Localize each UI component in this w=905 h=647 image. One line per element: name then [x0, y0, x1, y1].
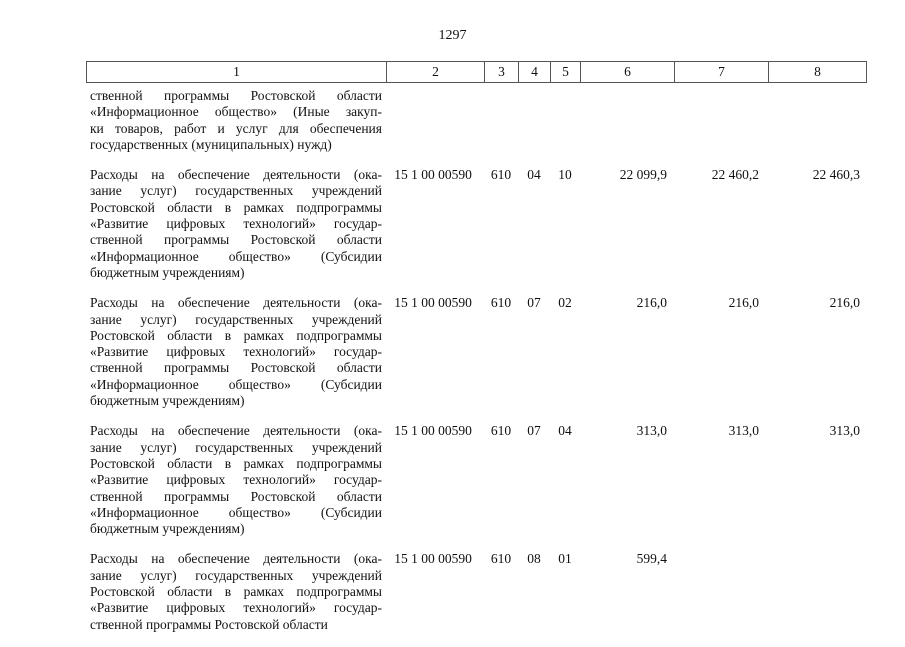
description-line: бюджетным учреждениям): [90, 264, 245, 280]
description-line: Ростовской области в рамках подпрограммы: [90, 199, 382, 215]
row-code: 15 1 00 00590: [394, 551, 472, 567]
column-header-1: 1: [87, 62, 387, 83]
row-value-col7: 216,0: [728, 295, 759, 311]
row-value-col7: 22 460,2: [711, 167, 759, 183]
description-line: «Информационное общество» (Субсидии: [90, 376, 382, 392]
column-header-2: 2: [387, 62, 485, 83]
row-value-col6: 599,4: [636, 551, 667, 567]
description-line: Расходы на обеспечение деятельности (ока-: [90, 423, 382, 439]
row-description: [86, 167, 382, 281]
column-header-6: 6: [581, 62, 675, 83]
row-section: 07: [527, 295, 541, 311]
description-line: Расходы на обеспечение деятельности (ока-: [90, 551, 382, 567]
row-code: 15 1 00 00590: [394, 167, 472, 183]
description-line: ственной программы Ростовской области: [90, 88, 382, 103]
table-row: [86, 423, 866, 537]
description-line: Расходы на обеспечение деятельности (ока-: [90, 295, 382, 311]
row-code: 15 1 00 00590: [394, 295, 472, 311]
column-header-5: 5: [551, 62, 581, 83]
description-line: Ростовской области в рамках подпрограммы: [90, 327, 382, 343]
row-subsection: 04: [558, 423, 572, 439]
column-header-4: 4: [519, 62, 551, 83]
description-line: «Информационное общество» (Субсидии: [90, 504, 382, 520]
description-line: зание услуг) государственных учреждений: [90, 311, 382, 327]
row-value-col8: 22 460,3: [812, 167, 860, 183]
row-expense-type: 610: [490, 423, 512, 439]
description-line: бюджетным учреждениям): [90, 393, 245, 409]
column-header-table: [86, 61, 867, 83]
description-line: Ростовской области в рамках подпрограммы: [90, 584, 382, 600]
table-row: [86, 295, 866, 409]
table-row: [86, 551, 866, 632]
description-line: Расходы на обеспечение деятельности (ока-: [90, 167, 382, 183]
row-expense-type: 610: [490, 167, 512, 183]
row-expense-type: 610: [490, 551, 512, 567]
row-value-col7: 313,0: [728, 423, 759, 439]
row-value-col6: 216,0: [636, 295, 667, 311]
table-body: [86, 88, 866, 647]
row-section: 08: [527, 551, 541, 567]
table-row: [86, 167, 866, 281]
row-description: [86, 88, 382, 153]
description-line: зание услуг) государственных учреждений: [90, 567, 382, 583]
description-line: зание услуг) государственных учреждений: [90, 183, 382, 199]
description-line: «Информационное общество» (Субсидии: [90, 248, 382, 264]
description-line: «Развитие цифровых технологий» государ-: [90, 600, 382, 616]
description-line: «Информационное общество» (Иные закуп-: [90, 104, 382, 120]
description-line: ственной программы Ростовской области: [90, 360, 382, 376]
row-code: 15 1 00 00590: [394, 423, 472, 439]
column-header-8: 8: [769, 62, 867, 83]
column-header-7: 7: [675, 62, 769, 83]
row-subsection: 10: [558, 167, 572, 183]
row-section: 07: [527, 423, 541, 439]
table-row: [86, 88, 866, 153]
row-description: [86, 551, 382, 632]
row-value-col8: 216,0: [829, 295, 860, 311]
description-line: ственной программы Ростовской области: [90, 488, 382, 504]
row-value-col8: 313,0: [829, 423, 860, 439]
column-header-3: 3: [485, 62, 519, 83]
description-line: бюджетным учреждениям): [90, 521, 245, 537]
description-line: «Развитие цифровых технологий» государ-: [90, 216, 382, 232]
description-line: ственной программы Ростовской области: [90, 616, 328, 632]
column-header-row: [87, 62, 867, 83]
row-value-col6: 313,0: [636, 423, 667, 439]
page-number: 1297: [438, 28, 467, 43]
row-subsection: 01: [558, 551, 572, 567]
row-description: [86, 295, 382, 409]
description-line: государственных (муниципальных) нужд): [90, 136, 332, 152]
row-subsection: 02: [558, 295, 572, 311]
description-line: Ростовской области в рамках подпрограммы: [90, 455, 382, 471]
row-description: [86, 423, 382, 537]
description-line: ки товаров, работ и услуг для обеспечения: [90, 120, 382, 136]
description-line: «Развитие цифровых технологий» государ-: [90, 344, 382, 360]
description-line: «Развитие цифровых технологий» государ-: [90, 472, 382, 488]
description-line: зание услуг) государственных учреждений: [90, 439, 382, 455]
row-value-col6: 22 099,9: [619, 167, 667, 183]
description-line: ственной программы Ростовской области: [90, 232, 382, 248]
row-section: 04: [527, 167, 541, 183]
row-expense-type: 610: [490, 295, 512, 311]
